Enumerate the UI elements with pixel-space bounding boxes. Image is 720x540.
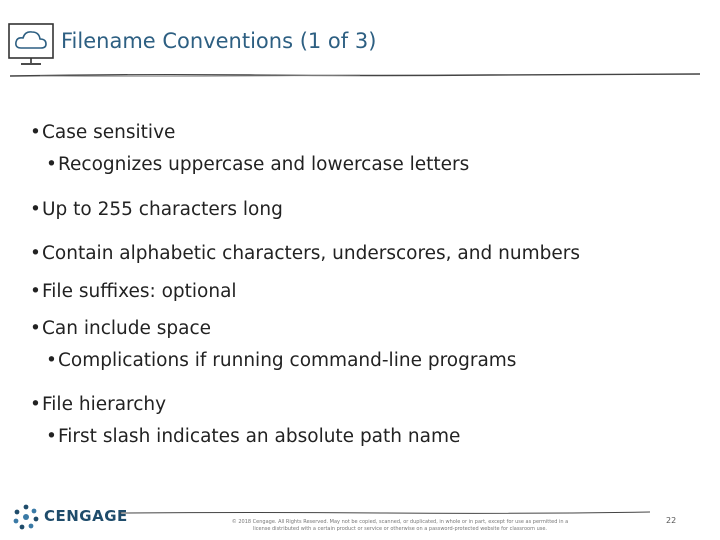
copyright-notice: © 2018 Cengage. All Rights Reserved. May not be copied, scanned, or duplicated, in whole or in part, except for use as permitted in a license distributed with a certain product or service or otherwise on a password-protected website for classroom use. bbox=[231, 519, 569, 532]
sub-bullet-item: •Complications if running command-line programs bbox=[46, 350, 517, 371]
cengage-logo-icon bbox=[12, 503, 40, 531]
footer-divider bbox=[120, 508, 650, 518]
sub-bullet-item: •First slash indicates an absolute path name bbox=[46, 426, 461, 447]
bullet-item: •Up to 255 characters long bbox=[30, 199, 283, 220]
bullet-item: •Can include space bbox=[30, 318, 212, 339]
slide-title: Filename Conventions (1 of 3) bbox=[61, 29, 377, 53]
bullet-item: •Contain alphabetic characters, underscores, and numbers bbox=[30, 243, 580, 264]
cengage-logo: CENGAGE bbox=[44, 507, 128, 525]
bullet-item: •File suffixes: optional bbox=[30, 281, 237, 302]
sub-bullet-item: •Recognizes uppercase and lowercase letters bbox=[46, 154, 470, 175]
page-number: 22 bbox=[666, 516, 677, 525]
bullet-item: •File hierarchy bbox=[30, 394, 167, 415]
bullet-item: •Case sensitive bbox=[30, 122, 176, 143]
